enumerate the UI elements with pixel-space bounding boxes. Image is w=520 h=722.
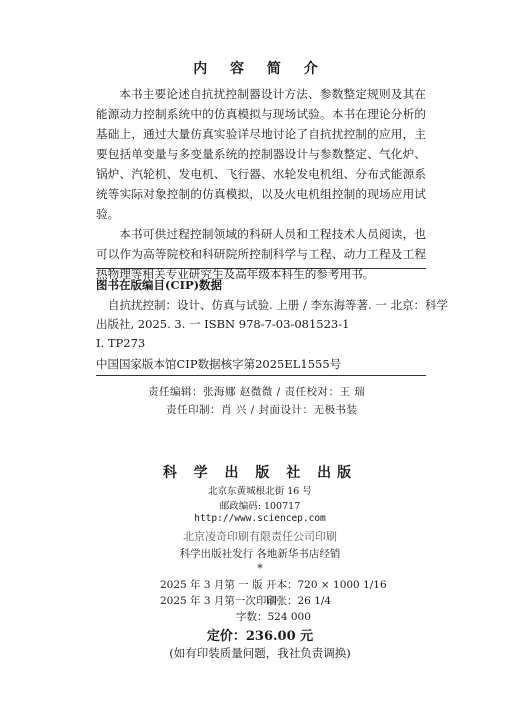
price: 定价：236.00 元	[206, 629, 314, 644]
cip-top-rule	[96, 268, 426, 269]
printing-info: 2025 年 3 月第一次印刷	[160, 595, 277, 607]
intro-paragraph: 本书可供过程控制领域的科研人员和工程技术人员阅读，也可以作为高等院校和科研院所控制科学与工程、动力工程及工程热物理等相关专业研究生及高年级本科生的参考用书。	[96, 227, 426, 281]
website: http://www.sciencep.com	[194, 513, 326, 524]
cip-bottom-rule	[96, 375, 426, 376]
publisher-address: 北京东黄城根北街 16 号	[208, 486, 312, 497]
postcode: 邮政编码: 100717	[219, 501, 301, 512]
editor-credits: 责任编辑：张海娜 赵微微 / 责任校对：王 瑞	[148, 386, 366, 398]
distributor: 科学出版社发行 各地新华书店经销	[179, 548, 341, 560]
cip-classification: Ⅰ. TP273	[96, 336, 146, 350]
separator-star: *	[257, 562, 263, 575]
printer: 北京凌奇印刷有限责任公司印刷	[183, 530, 337, 543]
sheets-info: 印张：26 1/4	[266, 595, 332, 607]
edition-info: 2025 年 3 月第 一 版	[160, 579, 263, 591]
cip-core-number: 中国国家版本馆CIP数据核字第2025EL1555号	[96, 357, 342, 371]
production-credits: 责任印制：肖 兴 / 封面设计：无极书装	[166, 404, 358, 416]
content-intro-heading: 内 容 简 介	[193, 61, 327, 77]
word-count: 字数：524 000	[236, 611, 311, 623]
format-info: 开本：720 × 1000 1/16	[266, 579, 387, 591]
cip-title: 图书在版编目(CIP)数据	[96, 278, 223, 292]
quality-notice: (如有印装质量问题，我社负责调换)	[169, 646, 351, 660]
cip-record-line: 自抗扰控制：设计、仿真与试验. 上册 / 李东海等著. 一 北京：科学	[108, 298, 448, 312]
intro-paragraph: 本书主要论述自抗扰控制器设计方法、参数整定规则及其在能源动力控制系统中的仿真模拟与现场试验。本书在理论分析的基础上，通过大量仿真实验详尽地讨论了自抗扰控制的应用，主要包括单变量与多变量系统的控制器设计与参数整定、气化炉、锅炉、汽轮机、发电机、飞行器、水轮发电机组、分布式能源系统等实际对象控制的仿真模拟，以及火电机组控制的现场应用试验。	[96, 87, 426, 221]
cip-record-line: 出版社, 2025. 3. 一 ISBN 978-7-03-081523-1	[96, 317, 350, 331]
content-intro-body	[96, 84, 426, 284]
publisher-name: 科 学 出 版 社 出版	[162, 465, 358, 481]
